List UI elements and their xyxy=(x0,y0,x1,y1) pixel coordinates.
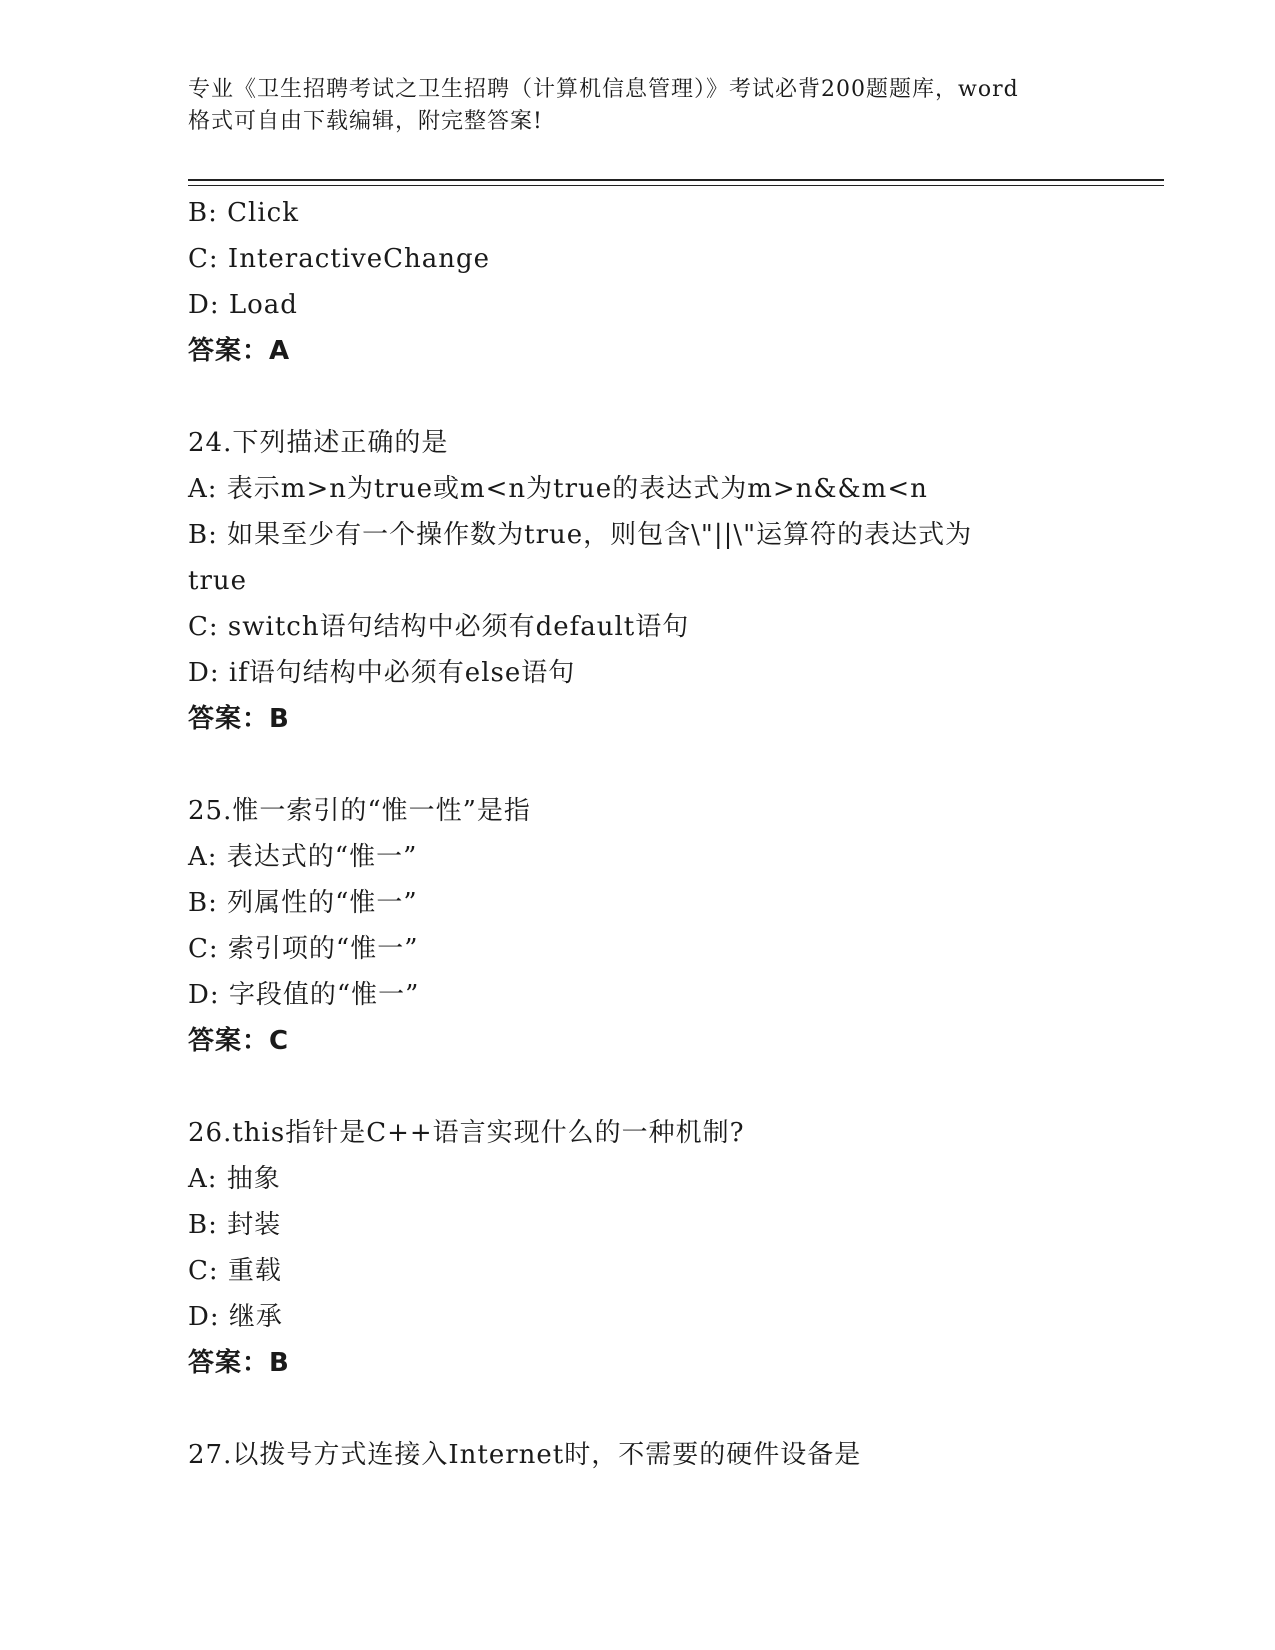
answer-label: 答案：C xyxy=(188,1026,290,1056)
option-a: A: 表示m>n为true或m<n为true的表达式为m>n&&m<n xyxy=(188,474,928,504)
question-stem: 25.惟一索引的“惟一性”是指 xyxy=(188,796,531,826)
option-a: A: 表达式的“惟一” xyxy=(188,842,418,872)
option-d: D: 继承 xyxy=(188,1302,283,1332)
header-line-1: 专业《卫生招聘考试之卫生招聘（计算机信息管理）》考试必背200题题库，word xyxy=(188,77,1019,102)
option-c: C: switch语句结构中必须有default语句 xyxy=(188,612,690,642)
option-b: B: 列属性的“惟一” xyxy=(188,888,418,918)
question-27 xyxy=(188,1432,1148,1478)
option-b: B: 如果至少有一个操作数为true，则包含\"||\"运算符的表达式为 xyxy=(188,520,973,550)
option-b: B: Click xyxy=(188,198,299,228)
option-b-continued: true xyxy=(188,566,248,596)
header-line-2: 格式可自由下载编辑，附完整答案! xyxy=(188,109,543,134)
header-divider-thick xyxy=(188,179,1164,181)
question-25 xyxy=(188,788,1148,1064)
answer-label: 答案：B xyxy=(188,1348,290,1378)
option-d: D: if语句结构中必须有else语句 xyxy=(188,658,576,688)
previous-question-tail xyxy=(188,190,1148,374)
document-header xyxy=(188,74,1128,138)
option-d: D: 字段值的“惟一” xyxy=(188,980,420,1010)
option-c: C: InteractiveChange xyxy=(188,244,491,274)
spacer xyxy=(188,742,1148,788)
option-c: C: 重载 xyxy=(188,1256,282,1286)
spacer xyxy=(188,374,1148,420)
question-stem: 26.this指针是C++语言实现什么的一种机制? xyxy=(188,1118,745,1148)
question-stem: 24.下列描述正确的是 xyxy=(188,428,449,458)
spacer xyxy=(188,1064,1148,1110)
question-stem: 27.以拨号方式连接入Internet时，不需要的硬件设备是 xyxy=(188,1440,862,1470)
answer-label: 答案：B xyxy=(188,704,290,734)
option-d: D: Load xyxy=(188,290,298,320)
option-a: A: 抽象 xyxy=(188,1164,281,1194)
question-list xyxy=(188,190,1148,1478)
option-b: B: 封装 xyxy=(188,1210,282,1240)
spacer xyxy=(188,1386,1148,1432)
question-24 xyxy=(188,420,1148,742)
option-c: C: 索引项的“惟一” xyxy=(188,934,419,964)
header-divider-thin xyxy=(188,185,1164,186)
question-26 xyxy=(188,1110,1148,1386)
answer-label: 答案：A xyxy=(188,336,291,366)
